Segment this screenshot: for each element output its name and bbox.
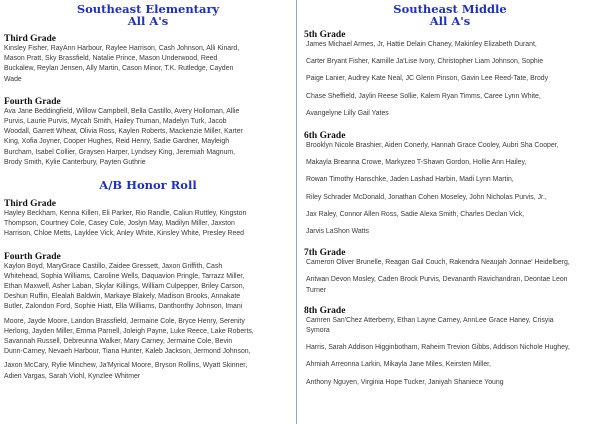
names-line: Buckalew, Reylan Jensen, Ally Martin, Cason Minor, T.K. Rutledge, Cayden	[4, 65, 234, 73]
names-line: Brooklyn Nicole Brashier, Aiden Conerly, Hannah Grace Cooley, Aubri Sha Cooper,	[306, 142, 559, 150]
middle-column	[304, 0, 596, 388]
names-line: James Michael Armes, Jr, Hattie Delain Chaney, Makinley Elizabeth Durant,	[306, 41, 537, 48]
student-names	[304, 258, 596, 296]
honor-roll-heading: A/B Honor Roll	[99, 178, 197, 193]
names-line: Ahmiah Arreonna Larkin, Mikayla Jane Miles, Keirsten Miller,	[306, 361, 491, 369]
grade-heading: 8th Grade	[304, 305, 346, 316]
grade-heading: 5th Grade	[304, 30, 346, 40]
names-line: Riley Schrader McDonald, Jonathan Cohen Moseley, John Nicholas Purvis, Jr.,	[306, 193, 547, 201]
middle-8th-grade	[304, 306, 596, 388]
middle-title: Southeast Middle	[393, 2, 507, 16]
honor-roll-fourth-grade	[4, 252, 292, 382]
names-line: Harrison, Chloe Metts, Layklee Vick, Anley White, Kinsley White, Presley Reed	[4, 230, 244, 238]
names-line: Rowan Timothy Hanschke, Jaden Lashad Harbin, Madi Lynn Martin,	[306, 176, 514, 184]
names-line: Deshun Ruffin, Elealah Baldwin, Markaye Blakely, Madison Brooks, Annakate	[4, 293, 241, 301]
grade-heading: Third Grade	[4, 34, 56, 44]
names-line: Jaxon McCary, Rylie Minchew, Ja'Myrical Moore, Bryson Rollins, Wyatt Skinner,	[4, 362, 248, 370]
middle-5th-grade	[304, 30, 596, 119]
names-line: Herlong, Jayden Miller, Emma Parnell, Joleigh Payne, Luke Reece, Lake Roberts,	[4, 327, 254, 335]
names-line: Chase Sheffield, Jaylin Reese Sollie, Kalem Ryan Timms, Caree Lynn White,	[306, 92, 541, 100]
names-line: Adien Vargas, Sarah Viohl, Kynzlee Whitmer	[4, 372, 141, 380]
elementary-all-as-heading: All A's	[127, 14, 169, 28]
student-names	[4, 262, 292, 382]
elementary-column	[4, 0, 292, 382]
names-line: Moore, Jayde Moore, Landon Brassfield, Jermaine Cole, Bryce Henry, Serenity	[4, 317, 245, 325]
names-line: Ava Jane Beddingfield, Willow Campbell, Bella Castillo, Avery Holloman, Allie	[4, 107, 240, 115]
names-line: Burcham, Isabel Collier, Graysen Harper, Lyndsey King, Jeremiah Magnum,	[4, 148, 236, 156]
names-line: Symora	[306, 327, 330, 335]
names-line: Jarvis LaShon Watts	[306, 228, 369, 236]
names-line: Makayla Breanna Crowe, Markyzeo T-Shawn Gordon, Hollie Ann Hailey,	[306, 159, 527, 167]
names-line: Camren San'Chez Atterberry, Ethan Layne Carney, AnnLee Grace Haney, Crisyia	[306, 316, 554, 324]
student-names	[304, 40, 596, 119]
grade-heading: 6th Grade	[304, 131, 346, 142]
grade-heading: Third Grade	[4, 199, 56, 210]
names-line: Antwan Devon Mosley, Caden Brock Purvis, Devananth Ravichandran, Deontae Leon	[306, 276, 568, 284]
student-names	[304, 316, 596, 388]
names-line: Brody Smith, Kylie Canterbury, Payten Guthrie	[4, 158, 146, 166]
names-line: Whitehead, Sophia Williams, Caroline Wells, Daquavion Pringle, Tarrazz Miller,	[4, 272, 245, 280]
names-line: Jax Raley, Connor Allen Ross, Sadie Alexa Smith, Charles Declan Vick,	[306, 210, 525, 218]
names-line: Kaylon Boyd, MaryGrace Castillo, Zaidee Gressett, Jaxon Griffith, Cash	[4, 262, 223, 270]
names-line: King, Xofia Joyner, Cooper Hughes, Reid Henry, Sadie Gardner, Mayleigh	[4, 138, 230, 146]
student-names	[304, 141, 596, 237]
elementary-title: Southeast Elementary	[76, 2, 220, 16]
honor-roll-third-grade	[4, 199, 292, 240]
names-line: Thompson, Courtney Cole, Casey Cole, Joslyn May, Madilyn Miller, Jaxston	[4, 220, 235, 228]
names-line: Purvis, Laurie Purvis, Mycah Smith, Hailey Truman, Madelyn Turk, Jacob	[4, 118, 227, 126]
names-line: Wade	[4, 75, 22, 83]
column-divider	[296, 0, 297, 424]
student-names	[4, 209, 292, 240]
names-line: Cameron Oliver Brunelle, Reagan Gail Couch, Rakendra Neaujah Jonnae' Heidelberg,	[306, 259, 570, 267]
names-line: Savannah Russell, Debreunna Walker, Mary Carney, Jermaine Cole, Bevin	[4, 338, 233, 346]
middle-7th-grade	[304, 248, 596, 296]
names-line: Hayley Beckham, Kenna Killen, Eli Parker, Rio Randle, Caliun Ruttley, Kingston	[4, 210, 247, 218]
names-line: Mason Pratt, Sky Brassfield, Natalie Prince, Mason Underwood, Reed	[4, 55, 218, 63]
names-line: Anthony Nguyen, Virginia Hope Tucker, Janiyah Shaniece Young	[306, 378, 504, 386]
elementary-all-as-fourth-grade	[4, 97, 292, 168]
names-line: Avangelyne Lilly Gail Yates	[306, 109, 389, 117]
grade-heading: 7th Grade	[304, 248, 346, 259]
names-line: Dunn-Carney, Nevaeh Harbour, Tiana Hunter, Kaleb Jackson, Jermond Johnson,	[4, 348, 251, 356]
student-names	[4, 107, 292, 168]
names-line: Woodall, Garrett Wheat, Olivia Ross, Kaylen Roberts, Mackenzie Miller, Karter	[4, 128, 243, 136]
names-line: Carter Bryant Fisher, Kamille Ja'Lise Ivory, Christopher Liam Johnson, Sophie	[306, 58, 544, 66]
elementary-all-as-third-grade	[4, 34, 292, 85]
names-line: Harris, Sarah Addison Higginbotham, Raheim Trevion Gibbs, Addison Nichole Hughey,	[306, 344, 570, 352]
middle-all-as-heading: All A's	[429, 14, 471, 28]
names-line: Kinsley Fisher, RayAnn Harbour, Raylee Harrison, Cash Johnson, Alli Kinard,	[4, 45, 240, 52]
grade-heading: Fourth Grade	[4, 251, 61, 262]
student-names	[4, 44, 292, 85]
names-line: Paige Lanier, Audrey Kate Neal, JC Glenn Pinson, Gavin Lee Reed-Tate, Brody	[306, 75, 549, 83]
middle-6th-grade	[304, 131, 596, 237]
names-line: Turner	[306, 286, 327, 294]
grade-heading: Fourth Grade	[4, 96, 61, 107]
names-line: Butler, Zalondon Ford, Sophie Hiatt, Ella Williams, Danthonthy Johnson, Imani	[4, 303, 243, 311]
names-line: Ethan Maxwell, Asher Laban, Skylar Killings, William Culpepper, Briley Carson,	[4, 283, 245, 291]
